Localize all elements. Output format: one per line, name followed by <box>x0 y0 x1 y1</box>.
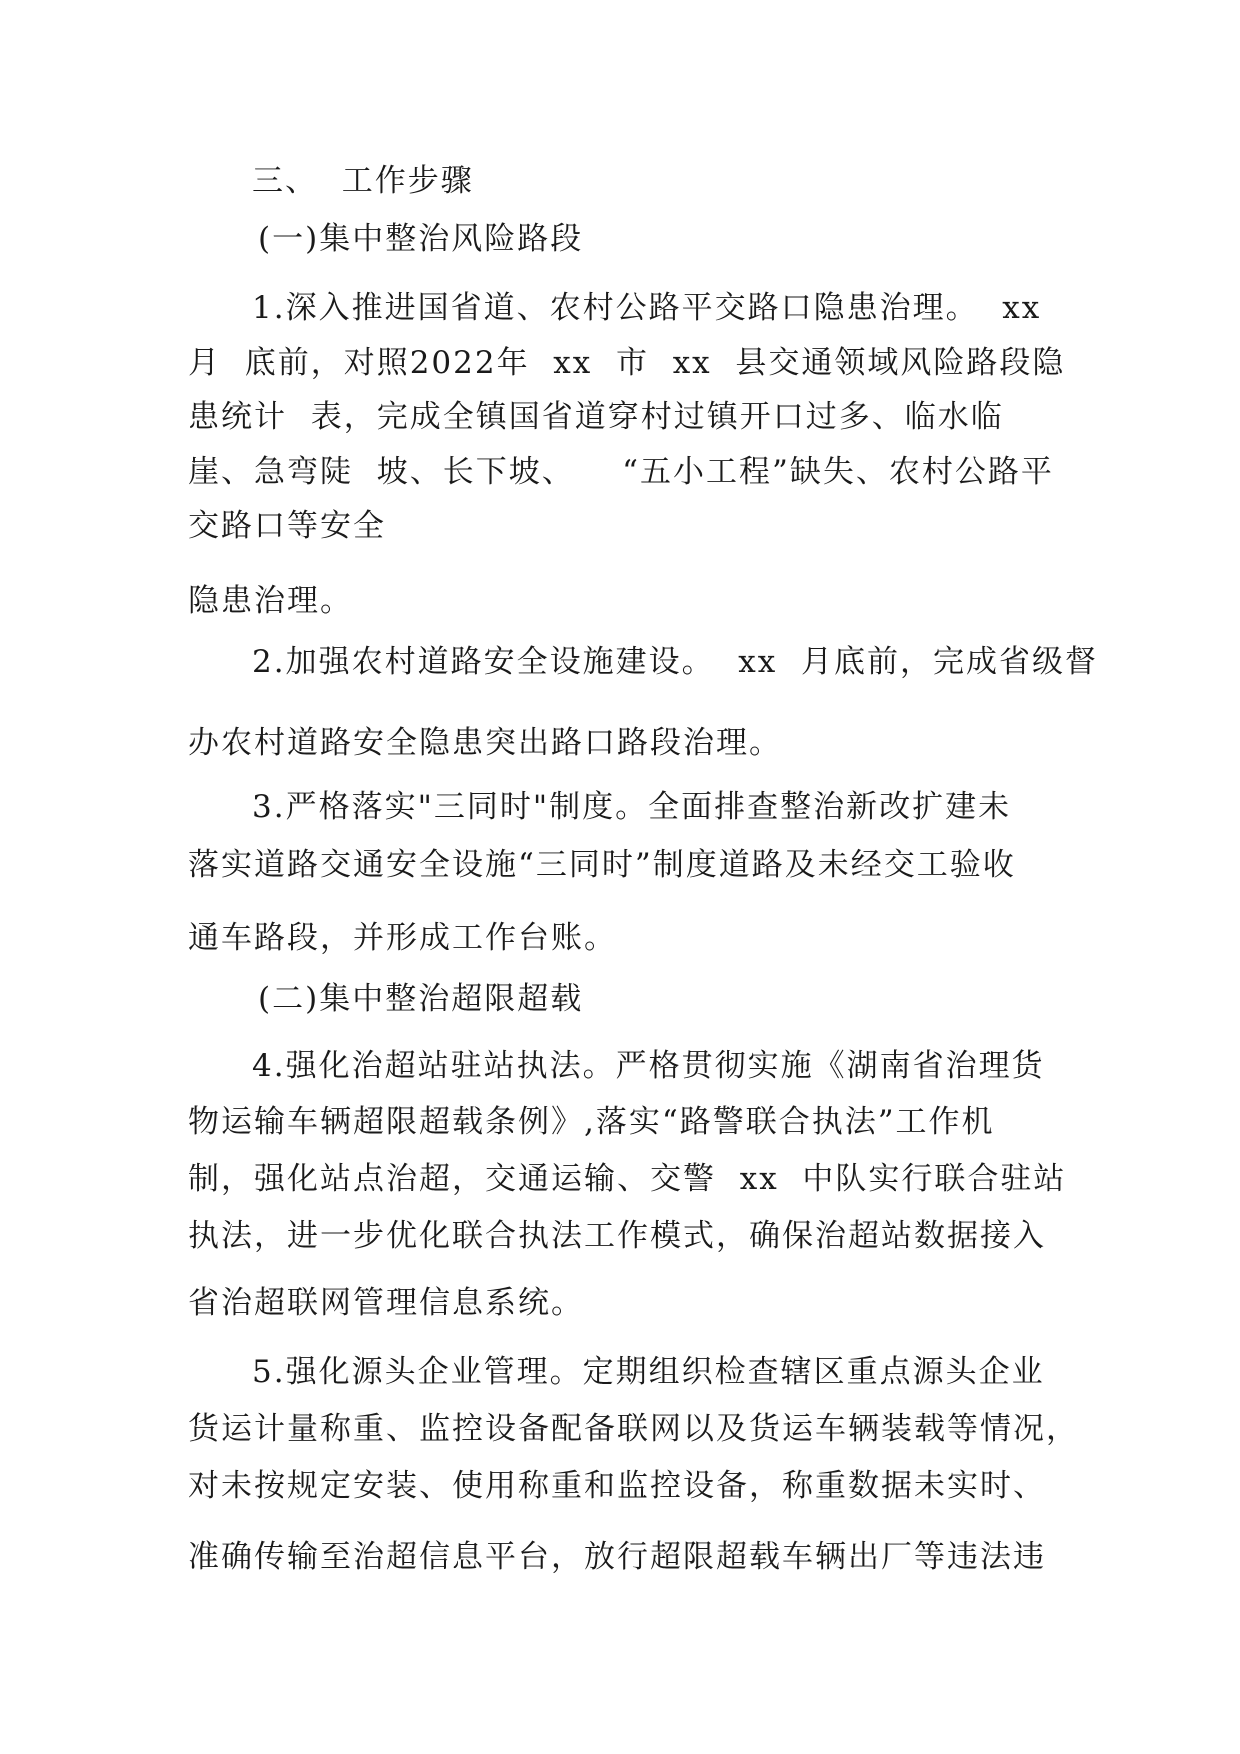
subsection-heading: (二)集中整治超限超载 <box>258 981 584 1017</box>
paragraph-line: 5.强化源头企业管理。定期组织检查辖区重点源头企业 <box>252 1354 1045 1390</box>
paragraph-line: 货运计量称重、监控设备配备联网以及货运车辆装载等情况， <box>188 1411 1079 1447</box>
subsection-heading: (一)集中整治风险路段 <box>258 221 584 257</box>
paragraph-line: 隐患治理。 <box>188 583 353 619</box>
paragraph-line: 物运输车辆超限超载条例》,落实“路警联合执法”工作机 <box>188 1104 995 1140</box>
paragraph-line: 省治超联网管理信息系统。 <box>188 1285 584 1321</box>
section-heading: 三、 工作步骤 <box>252 163 474 199</box>
paragraph-line: 执法，进一步优化联合执法工作模式，确保治超站数据接入 <box>188 1218 1046 1254</box>
paragraph-line: 通车路段，并形成工作台账。 <box>188 920 617 956</box>
paragraph-line: 对未按规定安装、使用称重和监控设备，称重数据未实时、 <box>188 1468 1046 1504</box>
paragraph-line: 准确传输至治超信息平台，放行超限超载车辆出厂等违法违 <box>188 1539 1046 1575</box>
paragraph-line: 1.深入推进国省道、农村公路平交路口隐患治理。 xx <box>252 290 1042 326</box>
paragraph-line: 2.加强农村道路安全设施建设。 xx 月底前，完成省级督 <box>252 644 1098 680</box>
paragraph-line: 落实道路交通安全设施“三同时”制度道路及未经交工验收 <box>188 847 1016 883</box>
paragraph-line: 3.严格落实"三同时"制度。全面排查整治新改扩建未 <box>252 789 1012 825</box>
paragraph-line: 月 底前，对照2022年 xx 市 xx 县交通领域风险路段隐 <box>188 345 1066 381</box>
paragraph-line: 崖、急弯陡 坡、长下坡、 “五小工程”缺失、农村公路平 <box>188 454 1054 490</box>
paragraph-line: 4.强化治超站驻站执法。严格贯彻实施《湖南省治理货 <box>252 1048 1045 1084</box>
paragraph-line: 办农村道路安全隐患突出路口路段治理。 <box>188 725 782 761</box>
paragraph-line: 制，强化站点治超，交通运输、交警 xx 中队实行联合驻站 <box>188 1161 1067 1197</box>
paragraph-line: 患统计 表，完成全镇国省道穿村过镇开口过多、临水临 <box>188 399 1004 435</box>
paragraph-line: 交路口等安全 <box>188 508 386 544</box>
